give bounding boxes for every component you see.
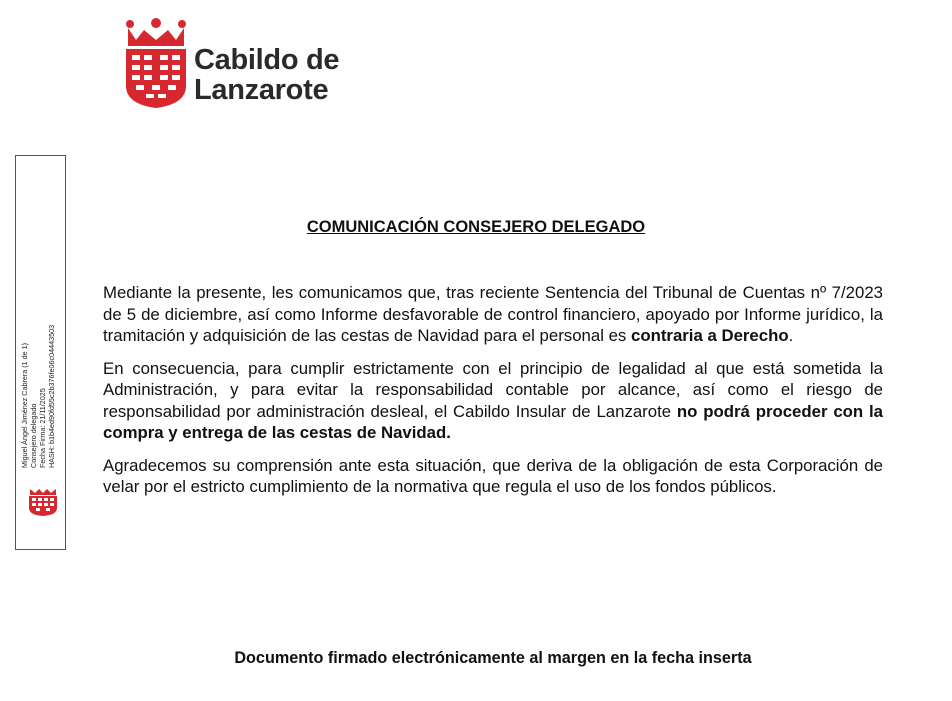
logo-wordmark <box>194 45 339 105</box>
document-body <box>103 282 883 509</box>
paragraph-2-text: En consecuencia, para cumplir estrictamente con el principio de legalidad al que está sometida la Administración, y para evitar la responsabilidad contable por alcance, así como el riesgo de responsabilidad por administración desleal, el Cabildo Insular de Lanzarote <box>103 358 883 421</box>
cabildo-logo <box>124 18 354 110</box>
stamp-hash: HASH: b1b4ed90fd55c2b376fe06c04443503 <box>47 324 56 468</box>
paragraph-1 <box>103 282 883 347</box>
stamp-signer: Miguel Ángel Jiménez Cabrera (1 de 1) <box>20 342 29 468</box>
stamp-crest-icon <box>26 486 60 516</box>
paragraph-3-text: Agradecemos su comprensión ante esta situación, que deriva de la obligación de esta Corporación de velar por el estricto cumplimiento de la normativa que regula el uso de los fondos públicos. <box>103 455 883 496</box>
paragraph-1-bold: contraria a Derecho <box>630 326 789 345</box>
paragraph-2 <box>103 358 883 444</box>
paragraph-2-bold: no podrá proceder con la compra y entrega de las cestas de Navidad. <box>103 401 883 442</box>
stamp-role: Consejero delegado <box>29 403 38 468</box>
paragraph-3 <box>103 455 883 498</box>
paragraph-1-text: Mediante la presente, les comunicamos que, tras reciente Sentencia del Tribunal de Cuentas nº 7/2023 de 5 de diciembre, así como Informe desfavorable de control financiero, apoyado por Informe jurídico, la tramitación y adquisición de las cestas de Navidad para el personal es <box>103 283 883 345</box>
cabildo-crest-icon <box>124 18 188 108</box>
signature-stamp <box>15 155 66 550</box>
stamp-text <box>20 168 60 468</box>
logo-line-2: Lanzarote <box>194 74 329 106</box>
signature-footer: Documento firmado electrónicamente al margen en la fecha inserta <box>234 649 752 667</box>
logo-line-1: Cabildo de <box>194 44 340 76</box>
document-title: COMUNICACIÓN CONSEJERO DELEGADO <box>306 218 646 236</box>
stamp-date: Fecha Firma: 21/11/2025 <box>38 388 47 468</box>
paragraph-1-end: . <box>788 326 794 345</box>
